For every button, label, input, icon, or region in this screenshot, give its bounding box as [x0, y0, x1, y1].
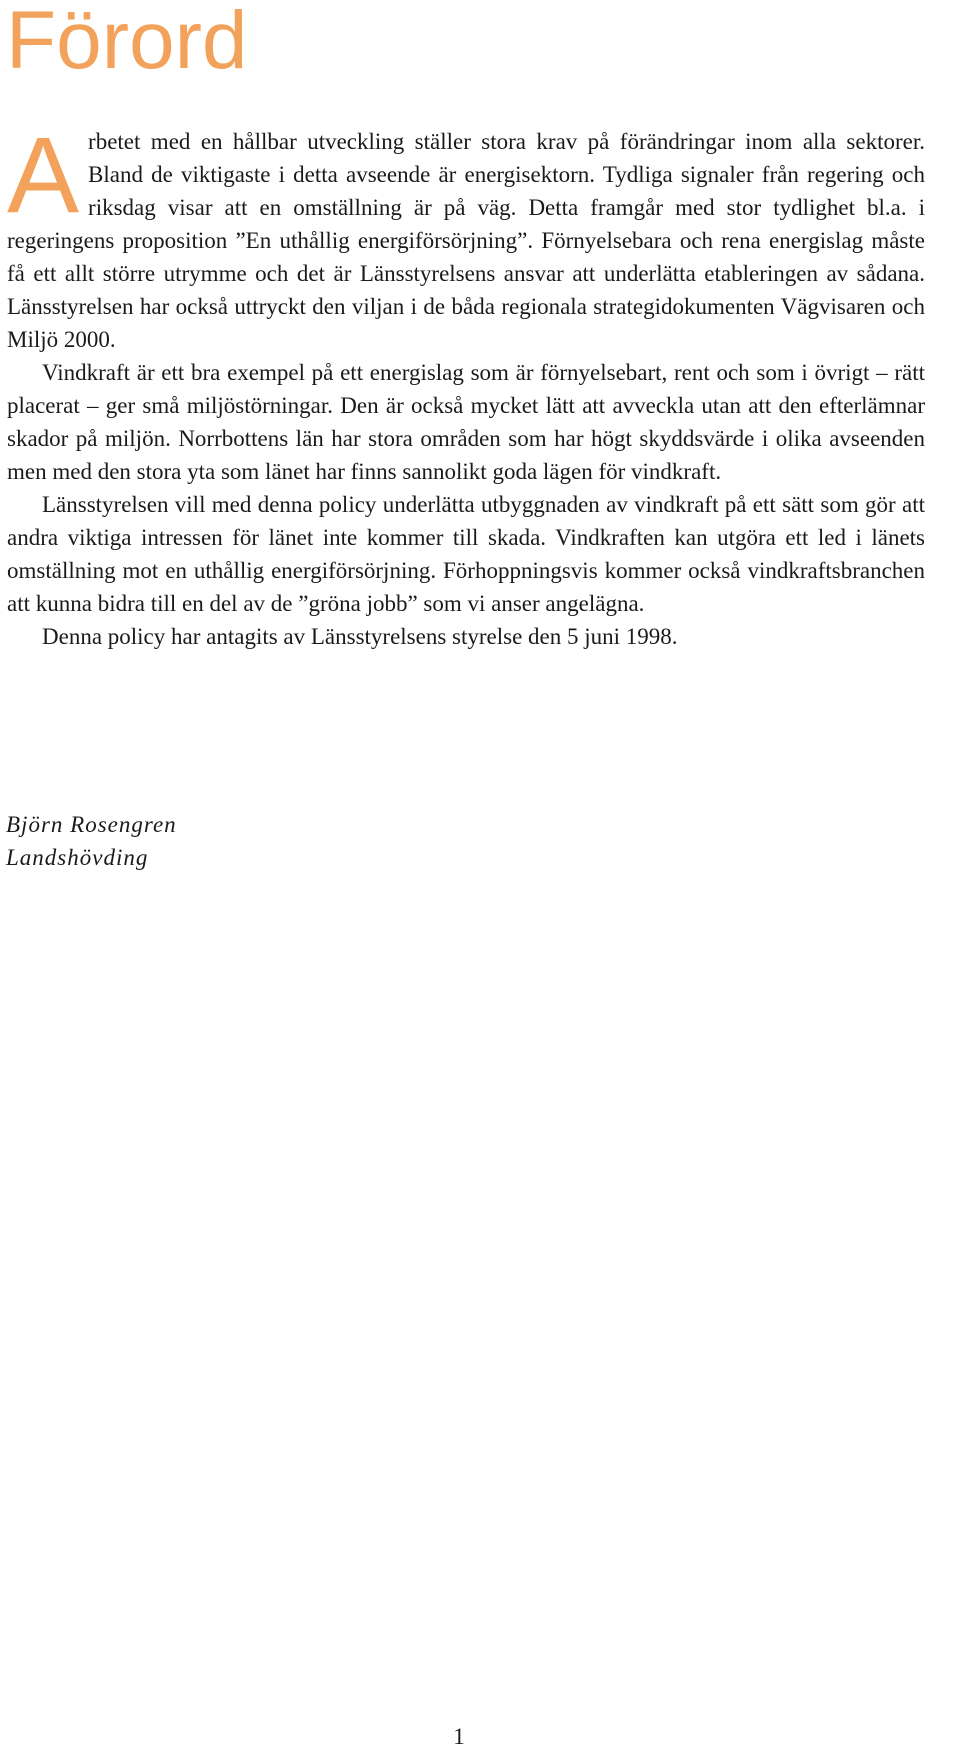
foreword-body	[7, 114, 925, 653]
paragraph-3: Länsstyrelsen vill med denna policy underlätta utbyggnaden av vindkraft på ett sätt som gör att andra viktiga intressen för länet inte kommer till skada. Vindkraften kan utgöra ett led i länets omställning mot en uthållig energiförsörjning. Förhoppningsvis kommer också vindkraftsbranchen att kunna bidra till en del av de ”gröna jobb” som vi anser angelägna.	[7, 492, 925, 616]
page-title: Förord	[6, 0, 248, 86]
signature-role: Landshövding	[6, 845, 149, 870]
paragraph-1-text: rbetet med en hållbar utveckling ställer stora krav på förändringar inom alla sektorer. Bland de viktigaste i detta avseende är energisektorn. Tydliga signaler från regering och riksdag visar att en omställning är på väg. Detta framgår med stor tydlighet bl.a. i regeringens proposition ”En uthållig energiförsörjning”. Förnyelsebara och rena energislag måste få ett allt större utrymme och det är Länsstyrelsens ansvar att underlätta etableringen av sådana. Länsstyrelsen har också uttryckt den viljan i de båda regionala strategidokumenten Vägvisaren och Miljö 2000.	[7, 129, 925, 352]
page-number: 1	[453, 1724, 465, 1749]
paragraph-1	[7, 114, 925, 356]
drop-cap: A	[7, 114, 80, 235]
signature-block	[6, 808, 177, 874]
paragraph-4: Denna policy har antagits av Länsstyrelsens styrelse den 5 juni 1998.	[42, 624, 678, 649]
signature-name: Björn Rosengren	[6, 812, 177, 837]
paragraph-2: Vindkraft är ett bra exempel på ett energislag som är förnyelsebart, rent och som i övrigt – rätt placerat – ger små miljöstörningar. Den är också mycket lätt att avveckla utan att den efterlämnar skador på miljön. Norrbottens län har stora områden som har högt skyddsvärde i olika avseenden men med den stora yta som länet har finns sannolikt goda lägen för vindkraft.	[7, 360, 925, 484]
